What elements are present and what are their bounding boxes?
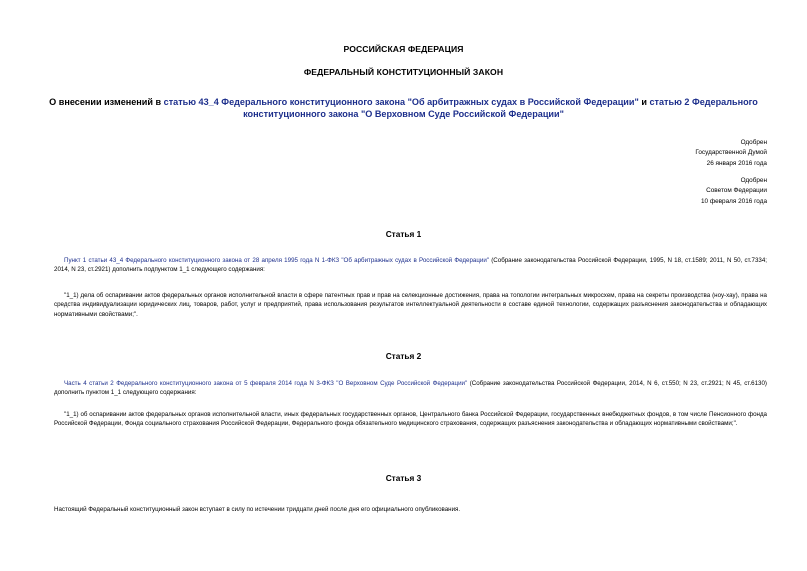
article-1-paragraph-1 [54, 256, 767, 275]
approval-state-duma-line1: Одобрен [740, 139, 767, 146]
approval-federation-council-line1: Одобрен [740, 177, 767, 184]
article-2-heading: Статья 2 [385, 351, 422, 361]
article-2-paragraph-2: "1_1) об оспаривании актов федеральных органов исполнительной власти, иных федеральных государственных органов, Центрального банка Российской Федерации, государственных внебюджетных фондов, в том числе Пенсионного фонда Российской Федерации, Фонда социального страхования Российской Федерации, Федерального фонда обязательного медицинского страхования, содержащих разъяснения законодательства и обладающих нормативными свойствами;". [54, 411, 767, 428]
approval-state-duma-line2: Государственной Думой [695, 149, 767, 157]
law-type-heading: ФЕДЕРАЛЬНЫЙ КОНСТИТУЦИОННЫЙ ЗАКОН [303, 67, 504, 77]
article-3-paragraph-1: Настоящий Федеральный конституционный закон вступает в силу по истечении тридцати дней после дня его официального опубликования. [54, 506, 461, 513]
title-link-arbitration-law[interactable]: статью 43_4 Федерального конституционного закона "Об арбитражных судах в Российской Федерации" [163, 97, 639, 107]
article-1-heading: Статья 1 [385, 229, 422, 239]
approval-federation-council-date: 10 февраля 2016 года [700, 197, 767, 205]
country-heading: РОССИЙСКАЯ ФЕДЕРАЦИЯ [343, 44, 464, 54]
article-1-paragraph-1-text: (Собрание законодательства Российской Федерации, 1995, N 18, ст.1589; 2011, N 50, ст.7334; 2014, N 23, ст.2921) дополнить подпунктом 1_1 следующего содержания: [54, 257, 767, 274]
article-2-link[interactable]: Часть 4 статьи 2 Федерального конституционного закона от 5 февраля 2014 года N 3-ФКЗ "О Верховном Суде Российской Федерации" [64, 380, 468, 387]
title-link-supreme-court-law[interactable]: статью 2 Федерального конституционного закона "О Верховном Суде Российской Федерации" [243, 97, 758, 119]
title-middle: и [638, 97, 650, 107]
article-2-paragraph-1 [54, 379, 767, 398]
article-1-paragraph-2: "1_1) дела об оспаривании актов федеральных органов исполнительной власти в сфере патентных прав и прав на селекционные достижения, права на топологии интегральных микросхем, права на секреты производства (ноу-хау), права на средства индивидуализации юридических лиц, товаров, работ, услуг и предприятий, права использования результатов интеллектуальной деятельности в составе единой технологии, содержащих разъяснения законодательства и обладающих нормативными свойствами;". [54, 292, 767, 318]
title-prefix: О внесении изменений в [49, 97, 164, 107]
document-title [40, 96, 767, 120]
approval-federation-council-line2: Советом Федерации [706, 187, 767, 195]
article-2-paragraph-1-text: (Собрание законодательства Российской Федерации, 2014, N 6, ст.550; N 23, ст.2921; N 45, ст.6130) дополнить пунктом 1_1 следующего содержания: [54, 380, 767, 397]
article-1-link[interactable]: Пункт 1 статьи 43_4 Федерального конституционного закона от 28 апреля 1995 года N 1-ФКЗ "Об арбитражных судах в Российской Федерации" [64, 257, 489, 264]
approval-state-duma-date: 26 января 2016 года [706, 159, 767, 167]
approval-state-duma [695, 138, 767, 169]
approval-federation-council [701, 176, 767, 207]
article-3-heading: Статья 3 [385, 473, 422, 483]
